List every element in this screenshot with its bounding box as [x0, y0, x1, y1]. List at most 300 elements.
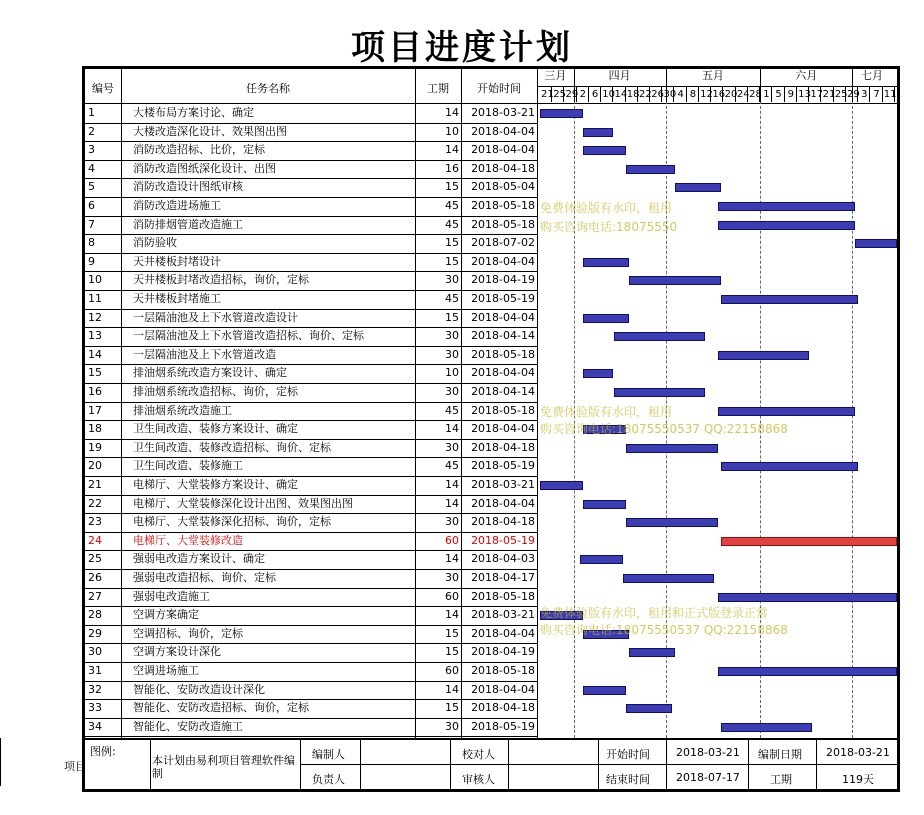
task-duration: 15 — [445, 701, 459, 715]
day-tick-label: 24 — [736, 89, 750, 100]
task-row[interactable] — [85, 513, 537, 531]
day-tick-label: 7 — [873, 89, 880, 100]
task-row[interactable] — [85, 178, 537, 196]
watermark: 购买咨询电话:18075550537 QQ:22158868 — [540, 623, 788, 637]
task-row[interactable] — [85, 234, 537, 252]
task-name: 空调方案确定 — [133, 608, 199, 622]
task-start: 2018-05-18 — [471, 199, 535, 212]
gantt-bar[interactable] — [721, 537, 897, 546]
tick-divider — [710, 86, 711, 102]
day-tick-label: 1 — [763, 89, 770, 100]
gantt-bar[interactable] — [721, 462, 859, 471]
tick-divider — [759, 86, 760, 102]
task-row[interactable] — [85, 141, 537, 159]
month-label: 四月 — [608, 69, 631, 82]
gantt-bar[interactable] — [626, 444, 718, 453]
task-id: 12 — [88, 310, 102, 324]
task-start: 2018-04-04 — [471, 143, 535, 157]
task-start: 2018-05-18 — [471, 217, 535, 231]
task-row[interactable] — [85, 606, 537, 624]
tick-divider — [551, 86, 552, 102]
task-start: 2018-05-18 — [471, 347, 535, 361]
task-id: 20 — [88, 459, 102, 473]
task-id: 5 — [88, 180, 95, 194]
task-id: 22 — [88, 496, 102, 510]
task-id: 28 — [88, 608, 102, 622]
task-row[interactable] — [85, 569, 537, 587]
task-name: 一层隔油池及上下水管道改造招标、询价、定标 — [133, 329, 364, 343]
task-id: 34 — [88, 719, 102, 733]
gantt-bar[interactable] — [583, 258, 629, 267]
header-no: 编号 — [92, 82, 114, 95]
task-start: 2018-05-04 — [471, 180, 535, 194]
date-value: 2018-03-21 — [826, 746, 890, 759]
gantt-bar[interactable] — [583, 146, 626, 155]
day-tick-label: 3 — [861, 89, 868, 100]
task-row[interactable] — [85, 290, 537, 308]
watermark: 免费体验版有水印，租用 — [540, 405, 673, 419]
task-id: 29 — [88, 626, 102, 640]
gantt-bar[interactable] — [718, 667, 897, 676]
task-name: 一层隔油池及上下水管道改造 — [133, 347, 276, 361]
task-duration: 30 — [445, 571, 459, 584]
day-tick-label: 29 — [565, 89, 579, 100]
task-row[interactable] — [85, 550, 537, 568]
gantt-bar[interactable] — [718, 593, 897, 602]
task-start: 2018-05-19 — [471, 292, 535, 305]
task-id: 23 — [88, 515, 102, 529]
footer-line — [450, 738, 451, 790]
footer-line — [300, 738, 301, 790]
task-id: 18 — [88, 422, 102, 436]
footer-line — [150, 738, 151, 790]
task-id: 16 — [88, 385, 102, 398]
task-duration: 15 — [445, 645, 459, 659]
task-duration: 14 — [445, 682, 459, 696]
task-id: 10 — [88, 273, 102, 287]
task-row[interactable] — [85, 532, 537, 550]
task-row[interactable] — [85, 346, 537, 364]
task-id: 9 — [88, 254, 95, 268]
software-note: 本计划由易利项目管理软件编制 — [152, 754, 295, 780]
task-start: 2018-03-21 — [471, 106, 535, 119]
task-start: 2018-05-19 — [471, 533, 535, 547]
task-start: 2018-04-18 — [471, 701, 535, 715]
task-duration: 45 — [445, 459, 459, 473]
tick-divider — [612, 86, 613, 102]
day-tick-label: 5 — [775, 89, 782, 100]
task-name: 电梯厅、大堂装修方案设计、确定 — [133, 478, 298, 491]
day-tick-label: 11 — [883, 89, 897, 100]
grid-vline — [852, 66, 853, 738]
task-id: 7 — [88, 217, 95, 231]
task-name: 卫生间改造、装修改造招标、询价、定标 — [133, 440, 331, 454]
tick-divider — [747, 86, 748, 102]
task-name: 强弱电改造方案设计、确定 — [133, 552, 265, 566]
day-tick-label: 21 — [541, 89, 554, 100]
day-tick-label: 17 — [810, 89, 824, 100]
task-id: 1 — [88, 106, 95, 119]
month-label: 五月 — [701, 69, 724, 82]
task-row[interactable] — [85, 402, 537, 420]
task-duration: 45 — [445, 403, 459, 417]
tick-divider — [563, 86, 564, 102]
tick-divider — [673, 86, 674, 102]
task-name: 智能化、安防改造施工 — [133, 719, 243, 733]
month-label: 七月 — [861, 69, 884, 82]
day-tick-label: 25 — [553, 89, 567, 100]
task-start: 2018-03-21 — [471, 608, 535, 622]
tick-divider — [796, 86, 797, 102]
task-duration: 14 — [445, 422, 459, 436]
watermark: 免费体验版有水印，租用和正式版登录正常 — [540, 606, 769, 620]
task-start: 2018-04-14 — [471, 329, 535, 343]
task-row[interactable] — [85, 383, 537, 401]
task-row[interactable] — [85, 309, 537, 327]
task-id: 21 — [88, 478, 102, 491]
task-duration: 14 — [445, 608, 459, 622]
task-duration: 45 — [445, 217, 459, 231]
task-row[interactable] — [85, 123, 537, 141]
day-tick-label: 20 — [724, 89, 738, 100]
date-label: 编制日期 — [758, 748, 802, 761]
header-name: 任务名称 — [246, 82, 290, 95]
task-duration: 30 — [445, 719, 459, 733]
task-id: 27 — [88, 589, 102, 603]
end-label: 结束时间 — [606, 773, 650, 786]
total-duration-value: 119天 — [842, 773, 874, 786]
tick-divider — [649, 86, 650, 102]
task-duration: 15 — [445, 180, 459, 194]
day-tick-label: 26 — [651, 89, 664, 100]
day-tick-label: 10 — [602, 89, 615, 100]
task-name: 电梯厅、大堂装修深化设计出图、效果图出图 — [133, 496, 353, 510]
tick-divider — [588, 86, 589, 102]
task-row[interactable] — [85, 420, 537, 438]
watermark: 购买咨询电话:18075550 — [540, 220, 678, 234]
total-duration-label: 工期 — [770, 773, 792, 786]
task-duration: 30 — [445, 515, 459, 529]
task-name: 智能化、安防改造招标、询价，定标 — [133, 701, 309, 715]
task-name: 空调方案设计深化 — [133, 645, 221, 659]
gantt-bar[interactable] — [583, 128, 614, 137]
task-row[interactable] — [85, 588, 537, 606]
task-row[interactable] — [85, 625, 537, 643]
day-tick-label: 2 — [579, 89, 586, 100]
task-id: 15 — [88, 366, 102, 380]
task-row[interactable] — [85, 457, 537, 475]
task-row[interactable] — [85, 197, 537, 215]
task-row[interactable] — [85, 216, 537, 234]
task-id: 26 — [88, 571, 102, 584]
header-start: 开始时间 — [477, 82, 521, 95]
gantt-bar[interactable] — [718, 202, 856, 211]
gantt-bar[interactable] — [583, 314, 629, 323]
footer-line — [748, 738, 749, 790]
day-tick-label: 18 — [626, 89, 640, 100]
task-id: 4 — [88, 161, 95, 175]
gantt-bar[interactable] — [583, 500, 626, 509]
gantt-bar[interactable] — [580, 555, 623, 564]
task-name: 空调进场施工 — [133, 664, 199, 677]
task-duration: 14 — [445, 478, 459, 491]
task-duration: 60 — [445, 533, 459, 547]
task-id: 25 — [88, 552, 102, 566]
day-tick-label: 9 — [787, 89, 795, 100]
day-tick-label: 21 — [822, 89, 836, 100]
task-start: 2018-04-04 — [471, 496, 535, 510]
task-row[interactable] — [85, 253, 537, 271]
task-id: 8 — [88, 236, 95, 250]
task-start: 2018-04-18 — [471, 440, 535, 454]
reviewer-label: 审核人 — [462, 773, 495, 786]
tick-divider — [686, 86, 687, 102]
gantt-bar[interactable] — [614, 332, 706, 341]
task-name: 消防改造招标、比价，定标 — [133, 143, 265, 157]
task-duration: 10 — [445, 366, 459, 380]
task-name: 智能化、安防改造设计深化 — [133, 682, 265, 696]
task-start: 2018-05-18 — [471, 589, 535, 603]
task-duration: 30 — [445, 329, 459, 343]
task-id: 17 — [88, 403, 102, 417]
task-start: 2018-04-04 — [471, 124, 535, 138]
task-name: 天井楼板封堵施工 — [133, 292, 221, 305]
task-name: 消防改造进场施工 — [133, 199, 221, 212]
tick-divider — [661, 86, 662, 102]
gantt-bar[interactable] — [855, 239, 897, 248]
day-tick-label: 6 — [591, 89, 599, 100]
task-start: 2018-04-18 — [471, 161, 535, 175]
watermark: 购买咨询电话:18075550537 QQ:22158868 — [540, 422, 788, 436]
end-value: 2018-07-17 — [676, 771, 740, 784]
day-tick-label: 28 — [749, 89, 762, 100]
task-row[interactable] — [85, 476, 537, 494]
task-name: 卫生间改造、装修方案设计、确定 — [133, 422, 298, 436]
task-start: 2018-05-19 — [471, 459, 535, 473]
task-duration: 14 — [445, 496, 459, 510]
day-tick-label: 25 — [834, 89, 848, 100]
gantt-bar[interactable] — [629, 276, 721, 285]
task-row[interactable] — [85, 364, 537, 382]
task-row[interactable] — [85, 160, 537, 178]
gantt-bar[interactable] — [718, 221, 856, 230]
gantt-bar[interactable] — [721, 295, 859, 304]
tick-divider — [894, 86, 895, 102]
task-name: 大楼改造深化设计、效果图出图 — [133, 124, 287, 138]
task-name: 消防改造图纸深化设计、出图 — [133, 161, 276, 175]
task-row[interactable] — [85, 662, 537, 680]
owner-label: 负责人 — [312, 773, 345, 786]
tick-divider — [820, 86, 821, 102]
footer-line — [598, 738, 599, 790]
task-id: 33 — [88, 701, 102, 715]
task-duration: 15 — [445, 626, 459, 640]
day-tick-label: 29 — [847, 89, 860, 100]
task-id: 32 — [88, 682, 102, 696]
tick-divider — [637, 86, 638, 102]
side-label: 项目 — [64, 760, 86, 773]
gantt-bar[interactable] — [718, 407, 856, 416]
gantt-bar[interactable] — [623, 574, 715, 583]
task-duration: 45 — [445, 199, 459, 212]
task-start: 2018-04-04 — [471, 310, 535, 324]
task-id: 3 — [88, 143, 95, 157]
footer-line — [508, 738, 509, 790]
footer-line — [360, 738, 361, 790]
month-divider — [760, 66, 761, 102]
day-tick-label: 22 — [638, 89, 652, 100]
grid-hline — [537, 86, 897, 87]
task-name: 电梯厅、大堂装修深化招标、询价，定标 — [133, 515, 331, 529]
gantt-bar[interactable] — [675, 183, 721, 192]
page-title: 项目进度计划 — [351, 28, 573, 68]
task-name: 空调招标、询价，定标 — [133, 626, 243, 640]
tick-divider — [771, 86, 772, 102]
gantt-bar[interactable] — [718, 351, 810, 360]
start-label: 开始时间 — [606, 748, 650, 761]
gantt-bar[interactable] — [721, 723, 813, 732]
task-start: 2018-04-04 — [471, 366, 535, 380]
task-start: 2018-07-02 — [471, 236, 535, 250]
legend-label: 图例: — [90, 745, 116, 758]
task-start: 2018-05-18 — [471, 403, 535, 417]
tick-divider — [882, 86, 883, 102]
task-id: 2 — [88, 124, 95, 138]
task-start: 2018-04-19 — [471, 645, 535, 659]
month-divider — [852, 66, 853, 102]
day-tick-label: 8 — [689, 89, 697, 100]
task-duration: 15 — [445, 236, 459, 250]
task-duration: 30 — [445, 273, 459, 287]
task-name: 强弱电改造施工 — [133, 589, 210, 603]
task-name: 电梯厅、大堂装修改造 — [133, 533, 243, 547]
task-start: 2018-04-19 — [471, 273, 535, 287]
footer-line — [85, 738, 897, 740]
task-row[interactable] — [85, 104, 537, 122]
task-name: 大楼布局方案讨论、确定 — [133, 106, 254, 119]
watermark: 免费体验版有水印，租用 — [540, 201, 673, 215]
grid-vline — [537, 66, 538, 738]
task-row[interactable] — [85, 699, 537, 717]
tick-divider — [808, 86, 809, 102]
month-label: 三月 — [544, 69, 567, 82]
task-id: 13 — [88, 329, 102, 343]
gantt-bar[interactable] — [540, 481, 583, 490]
task-name: 消防排烟管道改造施工 — [133, 217, 243, 231]
tick-divider — [784, 86, 785, 102]
checker-label: 校对人 — [462, 748, 495, 761]
tick-divider — [722, 86, 723, 102]
task-duration: 60 — [445, 664, 459, 677]
task-start: 2018-04-04 — [471, 626, 535, 640]
start-value: 2018-03-21 — [676, 746, 740, 759]
task-name: 排油烟系统改造施工 — [133, 403, 232, 417]
task-start: 2018-04-18 — [471, 515, 535, 529]
task-name: 消防验收 — [133, 236, 177, 250]
task-start: 2018-04-17 — [471, 571, 535, 584]
task-id: 11 — [88, 292, 102, 305]
footer-line — [666, 738, 667, 790]
tick-divider — [869, 86, 870, 102]
task-duration: 15 — [445, 310, 459, 324]
day-tick-label: 4 — [677, 89, 684, 100]
task-id: 30 — [88, 645, 102, 659]
tick-divider — [735, 86, 736, 102]
task-row[interactable] — [85, 681, 537, 699]
gantt-bar[interactable] — [629, 648, 675, 657]
month-divider — [666, 66, 667, 102]
task-name: 天井楼板封堵改造招标，询价，定标 — [133, 273, 309, 287]
tick-divider — [833, 86, 834, 102]
footer-line — [816, 738, 817, 790]
task-row[interactable] — [85, 271, 537, 289]
day-tick-label: 13 — [798, 89, 811, 100]
gantt-bar[interactable] — [583, 369, 614, 378]
task-row[interactable] — [85, 643, 537, 661]
tick-divider — [625, 86, 626, 102]
gantt-bar[interactable] — [626, 518, 718, 527]
task-duration: 16 — [445, 161, 459, 175]
task-duration: 15 — [445, 254, 459, 268]
task-name: 消防改造设计图纸审核 — [133, 180, 243, 194]
task-name: 排油烟系统改造方案设计、确定 — [133, 366, 287, 380]
task-id: 31 — [88, 664, 102, 677]
task-id: 19 — [88, 440, 102, 454]
task-start: 2018-03-21 — [471, 478, 535, 491]
task-duration: 30 — [445, 440, 459, 454]
task-duration: 60 — [445, 589, 459, 603]
gantt-bar[interactable] — [626, 704, 672, 713]
gantt-bar[interactable] — [626, 165, 675, 174]
task-start: 2018-04-04 — [471, 682, 535, 696]
tick-divider — [576, 86, 577, 102]
day-tick-label: 30 — [663, 89, 677, 100]
task-duration: 30 — [445, 385, 459, 398]
task-start: 2018-05-19 — [471, 719, 535, 733]
tick-divider — [845, 86, 846, 102]
day-tick-label: 14 — [614, 89, 628, 100]
task-duration: 14 — [445, 106, 459, 119]
gantt-bar[interactable] — [614, 388, 706, 397]
task-id: 14 — [88, 347, 102, 361]
left-edge-line — [0, 738, 1, 786]
day-tick-label: 16 — [712, 89, 726, 100]
task-duration: 14 — [445, 143, 459, 157]
editor-label: 编制人 — [312, 748, 345, 761]
gantt-bar[interactable] — [540, 109, 583, 118]
task-start: 2018-04-14 — [471, 385, 535, 398]
task-duration: 45 — [445, 292, 459, 305]
gantt-bar[interactable] — [583, 686, 626, 695]
task-name: 排油烟系统改造招标、询价，定标 — [133, 385, 298, 398]
task-duration: 10 — [445, 124, 459, 138]
task-name: 一层隔油池及上下水管道改造设计 — [133, 310, 298, 324]
task-duration: 30 — [445, 347, 459, 361]
task-name: 天井楼板封堵设计 — [133, 254, 221, 268]
month-label: 六月 — [795, 69, 818, 82]
task-row[interactable] — [85, 439, 537, 457]
header-duration: 工期 — [427, 82, 449, 95]
task-start: 2018-04-03 — [471, 552, 535, 566]
task-row[interactable] — [85, 718, 537, 736]
task-row[interactable] — [85, 327, 537, 345]
task-id: 6 — [88, 199, 95, 212]
task-row[interactable] — [85, 495, 537, 513]
day-tick-label: 12 — [700, 89, 713, 100]
task-name: 卫生间改造、装修施工 — [133, 459, 243, 473]
task-start: 2018-05-18 — [471, 664, 535, 677]
tick-divider — [857, 86, 858, 102]
